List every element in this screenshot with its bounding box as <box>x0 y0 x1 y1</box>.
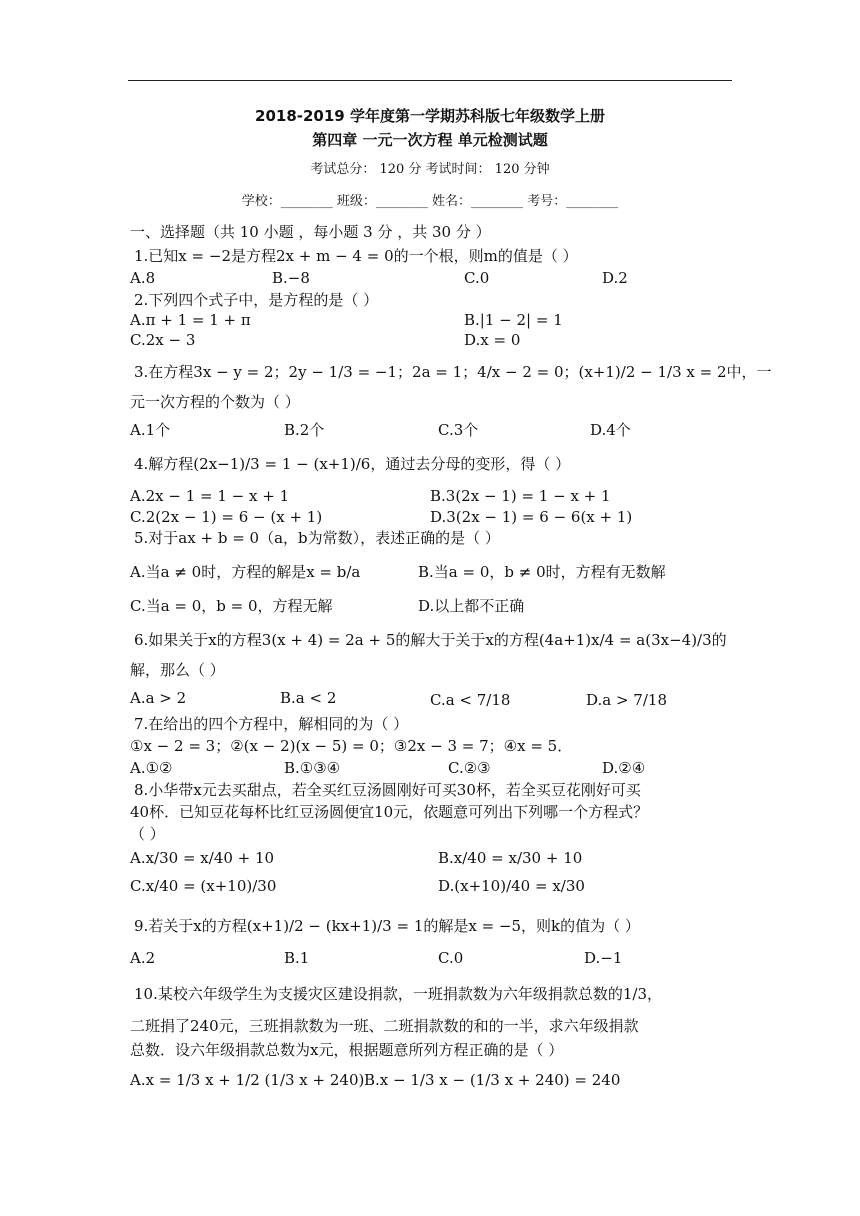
q6-stem-cont: 解，那么（ ） <box>130 661 225 679</box>
chapter-title: 第四章 一元一次方程 单元检测试题 <box>312 131 548 149</box>
q8-stem: 8.小华带x元去买甜点，若全买红豆汤圆刚好可买30杯，若全买豆花刚好可买 <box>134 781 641 799</box>
q9-option-b: B.1 <box>284 949 310 967</box>
q1-option-a: A.8 <box>130 269 156 287</box>
q10-stem-cont2: 总数．设六年级捐款总数为x元，根据题意所列方程正确的是（ ） <box>130 1041 564 1059</box>
q4-option-d: D.3(2x − 1) = 6 − 6(x + 1) <box>430 508 633 526</box>
q7-option-c: C.②③ <box>448 759 491 777</box>
q3-option-d: D.4个 <box>590 421 631 439</box>
q2-stem: 2.下列四个式子中，是方程的是（ ） <box>134 291 379 309</box>
q4-option-b: B.3(2x − 1) = 1 − x + 1 <box>430 487 611 505</box>
q2-option-b: B.|1 − 2| = 1 <box>464 311 563 329</box>
q9-option-c: C.0 <box>438 949 464 967</box>
exam-info: 考试总分： 120 分 考试时间： 120 分钟 <box>310 162 550 177</box>
q5-option-c: C.当a = 0，b = 0，方程无解 <box>130 597 333 615</box>
q1-option-b: B.−8 <box>272 269 310 287</box>
student-fields: 学校：________ 班级：________ 姓名：________ 考号：________ <box>241 194 619 209</box>
q9-option-a: A.2 <box>130 949 156 967</box>
q1-option-c: C.0 <box>464 269 490 287</box>
q6-stem: 6.如果关于x的方程3(x + 4) = 2a + 5的解大于关于x的方程(4a+1)x/4 = a(3x−4)/3的 <box>134 631 727 649</box>
q6-option-a: A.a > 2 <box>130 689 187 707</box>
q6-option-d: D.a > 7/18 <box>586 691 667 709</box>
q10-option-a: A.x = 1/3 x + 1/2 (1/3 x + 240) <box>130 1071 365 1089</box>
q1-option-d: D.2 <box>602 269 628 287</box>
q3-option-b: B.2个 <box>284 421 325 439</box>
q8-stem-cont: 40杯．已知豆花每杯比红豆汤圆便宜10元，依题意可列出下列哪一个方程式？ <box>130 803 649 821</box>
q4-option-c: C.2(2x − 1) = 6 − (x + 1) <box>130 508 323 526</box>
q4-stem: 4.解方程(2x−1)/3 = 1 − (x+1)/6，通过去分母的变形，得（ ） <box>134 455 571 473</box>
q7-stem: 7.在给出的四个方程中，解相同的为（ ） <box>134 715 409 733</box>
q3-option-c: C.3个 <box>438 421 479 439</box>
q5-option-d: D.以上都不正确 <box>418 597 525 615</box>
q5-option-a: A.当a ≠ 0时，方程的解是x = b/a <box>130 563 361 581</box>
q9-option-d: D.−1 <box>584 949 623 967</box>
q8-option-a: A.x/30 = x/40 + 10 <box>130 849 275 867</box>
section-heading: 一、选择题（共 10 小题 ，每小题 3 分 ，共 30 分 ） <box>130 223 491 241</box>
q7-equation-list: ①x − 2 = 3；②(x − 2)(x − 5) = 0；③2x − 3 = 7；④x = 5． <box>130 737 573 755</box>
q8-option-c: C.x/40 = (x+10)/30 <box>130 877 277 895</box>
q7-option-a: A.①② <box>130 759 173 777</box>
q6-option-c: C.a < 7/18 <box>430 691 511 709</box>
q3-stem-cont: 元一次方程的个数为（ ） <box>130 393 300 411</box>
header-rule <box>128 80 732 81</box>
q2-option-a: A.π + 1 = 1 + π <box>130 311 251 329</box>
exam-title: 2018-2019 学年度第一学期苏科版七年级数学上册 <box>255 107 605 125</box>
q7-option-d: D.②④ <box>602 759 646 777</box>
q4-option-a: A.2x − 1 = 1 − x + 1 <box>130 487 290 505</box>
q2-option-c: C.2x − 3 <box>130 331 196 349</box>
q3-stem: 3.在方程3x − y = 2；2y − 1/3 = −1；2a = 1；4/x − 2 = 0；(x+1)/2 − 1/3 x = 2中，一 <box>134 363 772 381</box>
q9-stem: 9.若关于x的方程(x+1)/2 − (kx+1)/3 = 1的解是x = −5，则k的值为（ ） <box>134 917 640 935</box>
q10-option-b: B.x − 1/3 x − (1/3 x + 240) = 240 <box>364 1071 621 1089</box>
q10-stem-cont: 二班捐了240元，三班捐款数为一班、二班捐款数的和的一半，求六年级捐款 <box>130 1017 639 1035</box>
q6-option-b: B.a < 2 <box>280 689 337 707</box>
q1-stem: 1.已知x = −2是方程2x + m − 4 = 0的一个根，则m的值是（ ） <box>134 247 578 265</box>
q10-stem: 10.某校六年级学生为支援灾区建设捐款，一班捐款数为六年级捐款总数的1/3， <box>134 985 662 1003</box>
q5-option-b: B.当a = 0，b ≠ 0时，方程有无数解 <box>418 563 666 581</box>
q5-stem: 5.对于ax + b = 0（a，b为常数），表述正确的是（ ） <box>134 529 500 547</box>
q8-option-d: D.(x+10)/40 = x/30 <box>438 877 585 895</box>
q3-option-a: A.1个 <box>130 421 171 439</box>
q8-option-b: B.x/40 = x/30 + 10 <box>438 849 583 867</box>
q7-option-b: B.①③④ <box>284 759 341 777</box>
q2-option-d: D.x = 0 <box>464 331 521 349</box>
q8-stem-cont2: （ ） <box>130 825 165 843</box>
